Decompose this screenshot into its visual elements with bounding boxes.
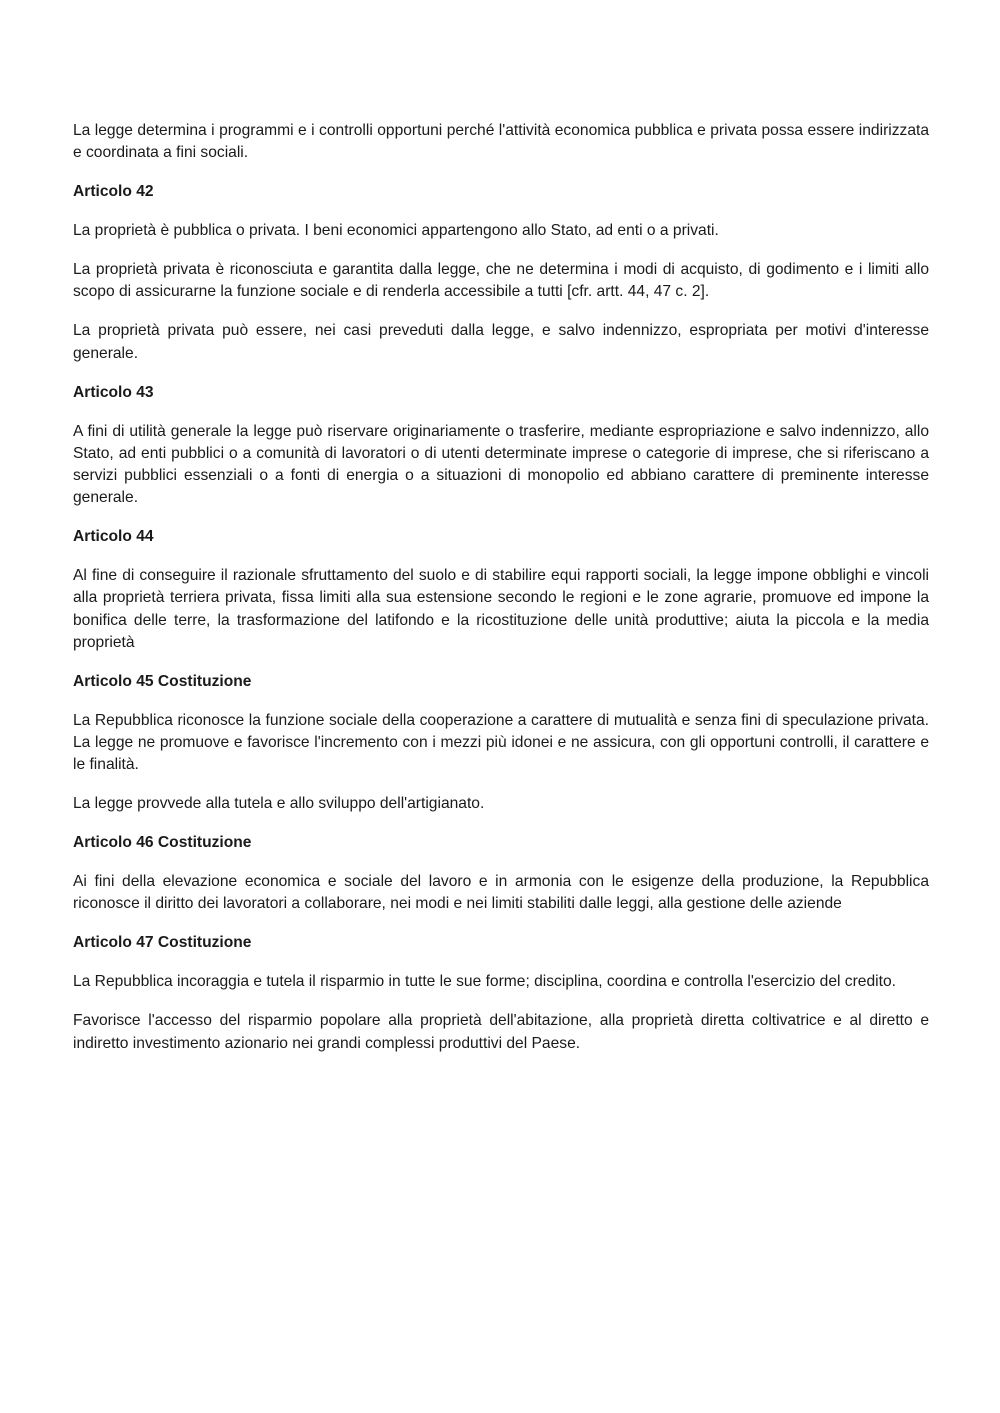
paragraph-art45-2: La legge provvede alla tutela e allo sviluppo dell'artigianato. (73, 795, 485, 813)
paragraph-art42-3: La proprietà privata può essere, nei casi preveduti dalla legge, e salvo indennizzo, espropriata per motivi d'interesse generale. (73, 322, 929, 362)
paragraph-art47-1: La Repubblica incoraggia e tutela il risparmio in tutte le sue forme; disciplina, coordina e controlla l'esercizio del credito. (73, 973, 896, 991)
document-page (73, 120, 929, 1072)
paragraph-art42-1: La proprietà è pubblica o privata. I beni economici appartengono allo Stato, ad enti o a privati. (73, 222, 719, 240)
heading-articolo-44: Articolo 44 (73, 528, 154, 546)
heading-articolo-46: Articolo 46 Costituzione (73, 834, 252, 852)
paragraph-intro: La legge determina i programmi e i controlli opportuni perché l'attività economica pubblica e privata possa essere indirizzata e coordinata a fini sociali. (73, 122, 929, 162)
heading-articolo-45: Articolo 45 Costituzione (73, 672, 252, 690)
heading-articolo-43: Articolo 43 (73, 383, 154, 401)
paragraph-art44-1: Al fine di conseguire il razionale sfruttamento del suolo e di stabilire equi rapporti sociali, la legge impone obblighi e vincoli alla proprietà terriera privata, fissa limiti alla sua estensione secondo le regioni e le zone agrarie, promuove ed impone la bonifica delle terre, la trasformazione del latifondo e la ricostituzione delle unità produttive; aiuta la piccola e la media proprietà (73, 567, 929, 651)
paragraph-art42-2: La proprietà privata è riconosciuta e garantita dalla legge, che ne determina i modi di acquisto, di godimento e i limiti allo scopo di assicurarne la funzione sociale e di renderla accessibile a tutti [cfr. artt. 44, 47 c. 2]. (73, 261, 929, 301)
paragraph-art43-1: A fini di utilità generale la legge può riservare originariamente o trasferire, mediante espropriazione e salvo indennizzo, allo Stato, ad enti pubblici o a comunità di lavoratori o di utenti determinate imprese o categorie di imprese, che si riferiscano a servizi pubblici essenziali o a fonti di energia o a situazioni di monopolio ed abbiano carattere di preminente interesse generale. (73, 422, 929, 507)
paragraph-art45-1: La Repubblica riconosce la funzione sociale della cooperazione a carattere di mutualità e senza fini di speculazione privata. La legge ne promuove e favorisce l'incremento con i mezzi più idonei e ne assicura, con gli opportuni controlli, il carattere e le finalità. (73, 711, 929, 774)
paragraph-art47-2: Favorisce l'accesso del risparmio popolare alla proprietà dell'abitazione, alla proprietà diretta coltivatrice e al diretto e indiretto investimento azionario nei grandi complessi produttivi del Paese. (73, 1012, 929, 1052)
heading-articolo-47: Articolo 47 Costituzione (73, 934, 252, 952)
heading-articolo-42: Articolo 42 (73, 183, 154, 201)
paragraph-art46-1: Ai fini della elevazione economica e sociale del lavoro e in armonia con le esigenze della produzione, la Repubblica riconosce il diritto dei lavoratori a collaborare, nei modi e nei limiti stabiliti dalle leggi, alla gestione delle aziende (73, 873, 929, 913)
